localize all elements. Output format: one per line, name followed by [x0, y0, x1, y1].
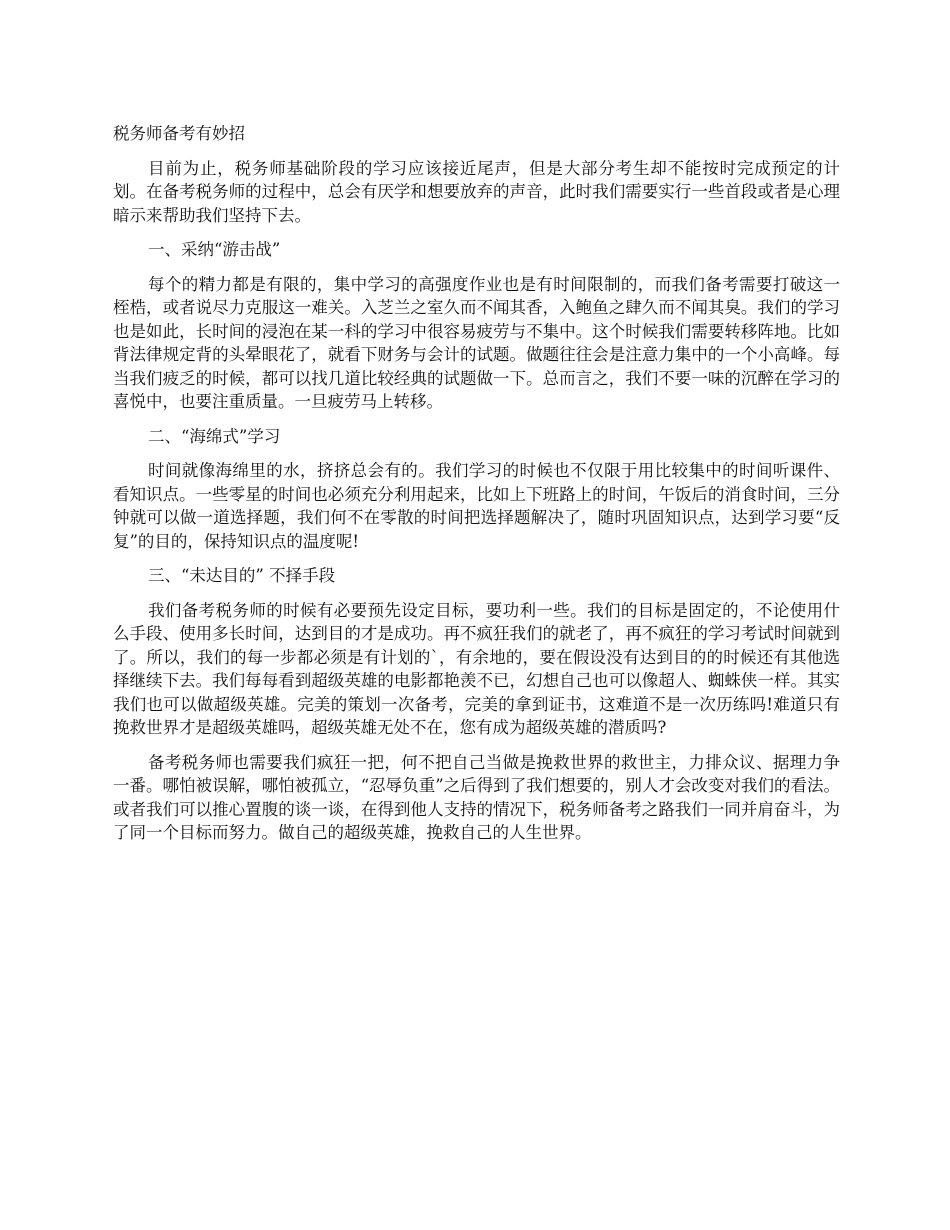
section-3-paragraph-1: 我们备考税务师的时候有必要预先设定目标，要功利一些。我们的目标是固定的，不论使用什么手段、使用多长时间，达到目的才是成功。再不疯狂我们的就老了，再不疯狂的学习考试时间就到了。所以，我们的每一步都必须是有计划的`，有余地的，要在假设没有达到目的的时候还有其他选择继续下去。我们每每看到超级英雄的电影都艳羡不已，幻想自己也可以像超人、蜘蛛侠一样。其实我们也可以做超级英雄。完美的策划一次备考，完美的拿到证书，这难道不是一次历练吗!难道只有挽救世界才是超级英雄吗，超级英雄无处不在，您有成为超级英雄的潜质吗? — [113, 600, 840, 737]
section-heading-1: 一、采纳“游击战” — [148, 240, 281, 259]
document-title: 税务师备考有妙招 — [113, 124, 245, 143]
section-1-paragraph-1: 每个的精力都是有限的，集中学习的高强度作业也是有时间限制的，而我们备考需要打破这一桎梏，或者说尽力克服这一难关。入芝兰之室久而不闻其香，入鲍鱼之肆久而不闻其臭。我们的学习也是如此，长时间的浸泡在某一科的学习中很容易疲劳与不集中。这个时候我们需要转移阵地。比如背法律规定背的头晕眼花了，就看下财务与会计的试题。做题往往会是注意力集中的一个小高峰。每当我们疲乏的时候，都可以找几道比较经典的试题做一下。总而言之，我们不要一味的沉醉在学习的喜悦中，也要注重质量。一旦疲劳马上转移。 — [113, 274, 840, 411]
intro-paragraph: 目前为止，税务师基础阶段的学习应该接近尾声，但是大部分考生却不能按时完成预定的计划。在备考税务师的过程中，总会有厌学和想要放弃的声音，此时我们需要实行一些首段或者是心理暗示来帮助我们坚持下去。 — [113, 158, 840, 225]
document-page — [113, 122, 840, 856]
section-2-paragraph-1: 时间就像海绵里的水，挤挤总会有的。我们学习的时候也不仅限于用比较集中的时间听课件、看知识点。一些零星的时间也必须充分利用起来，比如上下班路上的时间，午饭后的消食时间，三分钟就可以做一道选择题，我们何不在零散的时间把选择题解决了，随时巩固知识点，达到学习要“反复”的目的，保持知识点的温度呢! — [113, 461, 840, 551]
section-3-paragraph-2: 备考税务师也需要我们疯狂一把，何不把自己当做是挽救世界的救世主，力排众议、据理力争一番。哪怕被误解，哪怕被孤立，“忍辱负重”之后得到了我们想要的，别人才会改变对我们的看法。或者我们可以推心置腹的谈一谈，在得到他人支持的情况下，税务师备考之路我们一同并肩奋斗，为了同一个目标而努力。做自己的超级英雄，挽救自己的人生世界。 — [113, 752, 840, 842]
section-heading-3: 三、“未达目的” 不择手段 — [148, 566, 336, 585]
section-heading-2: 二、“海绵式”学习 — [148, 426, 281, 446]
